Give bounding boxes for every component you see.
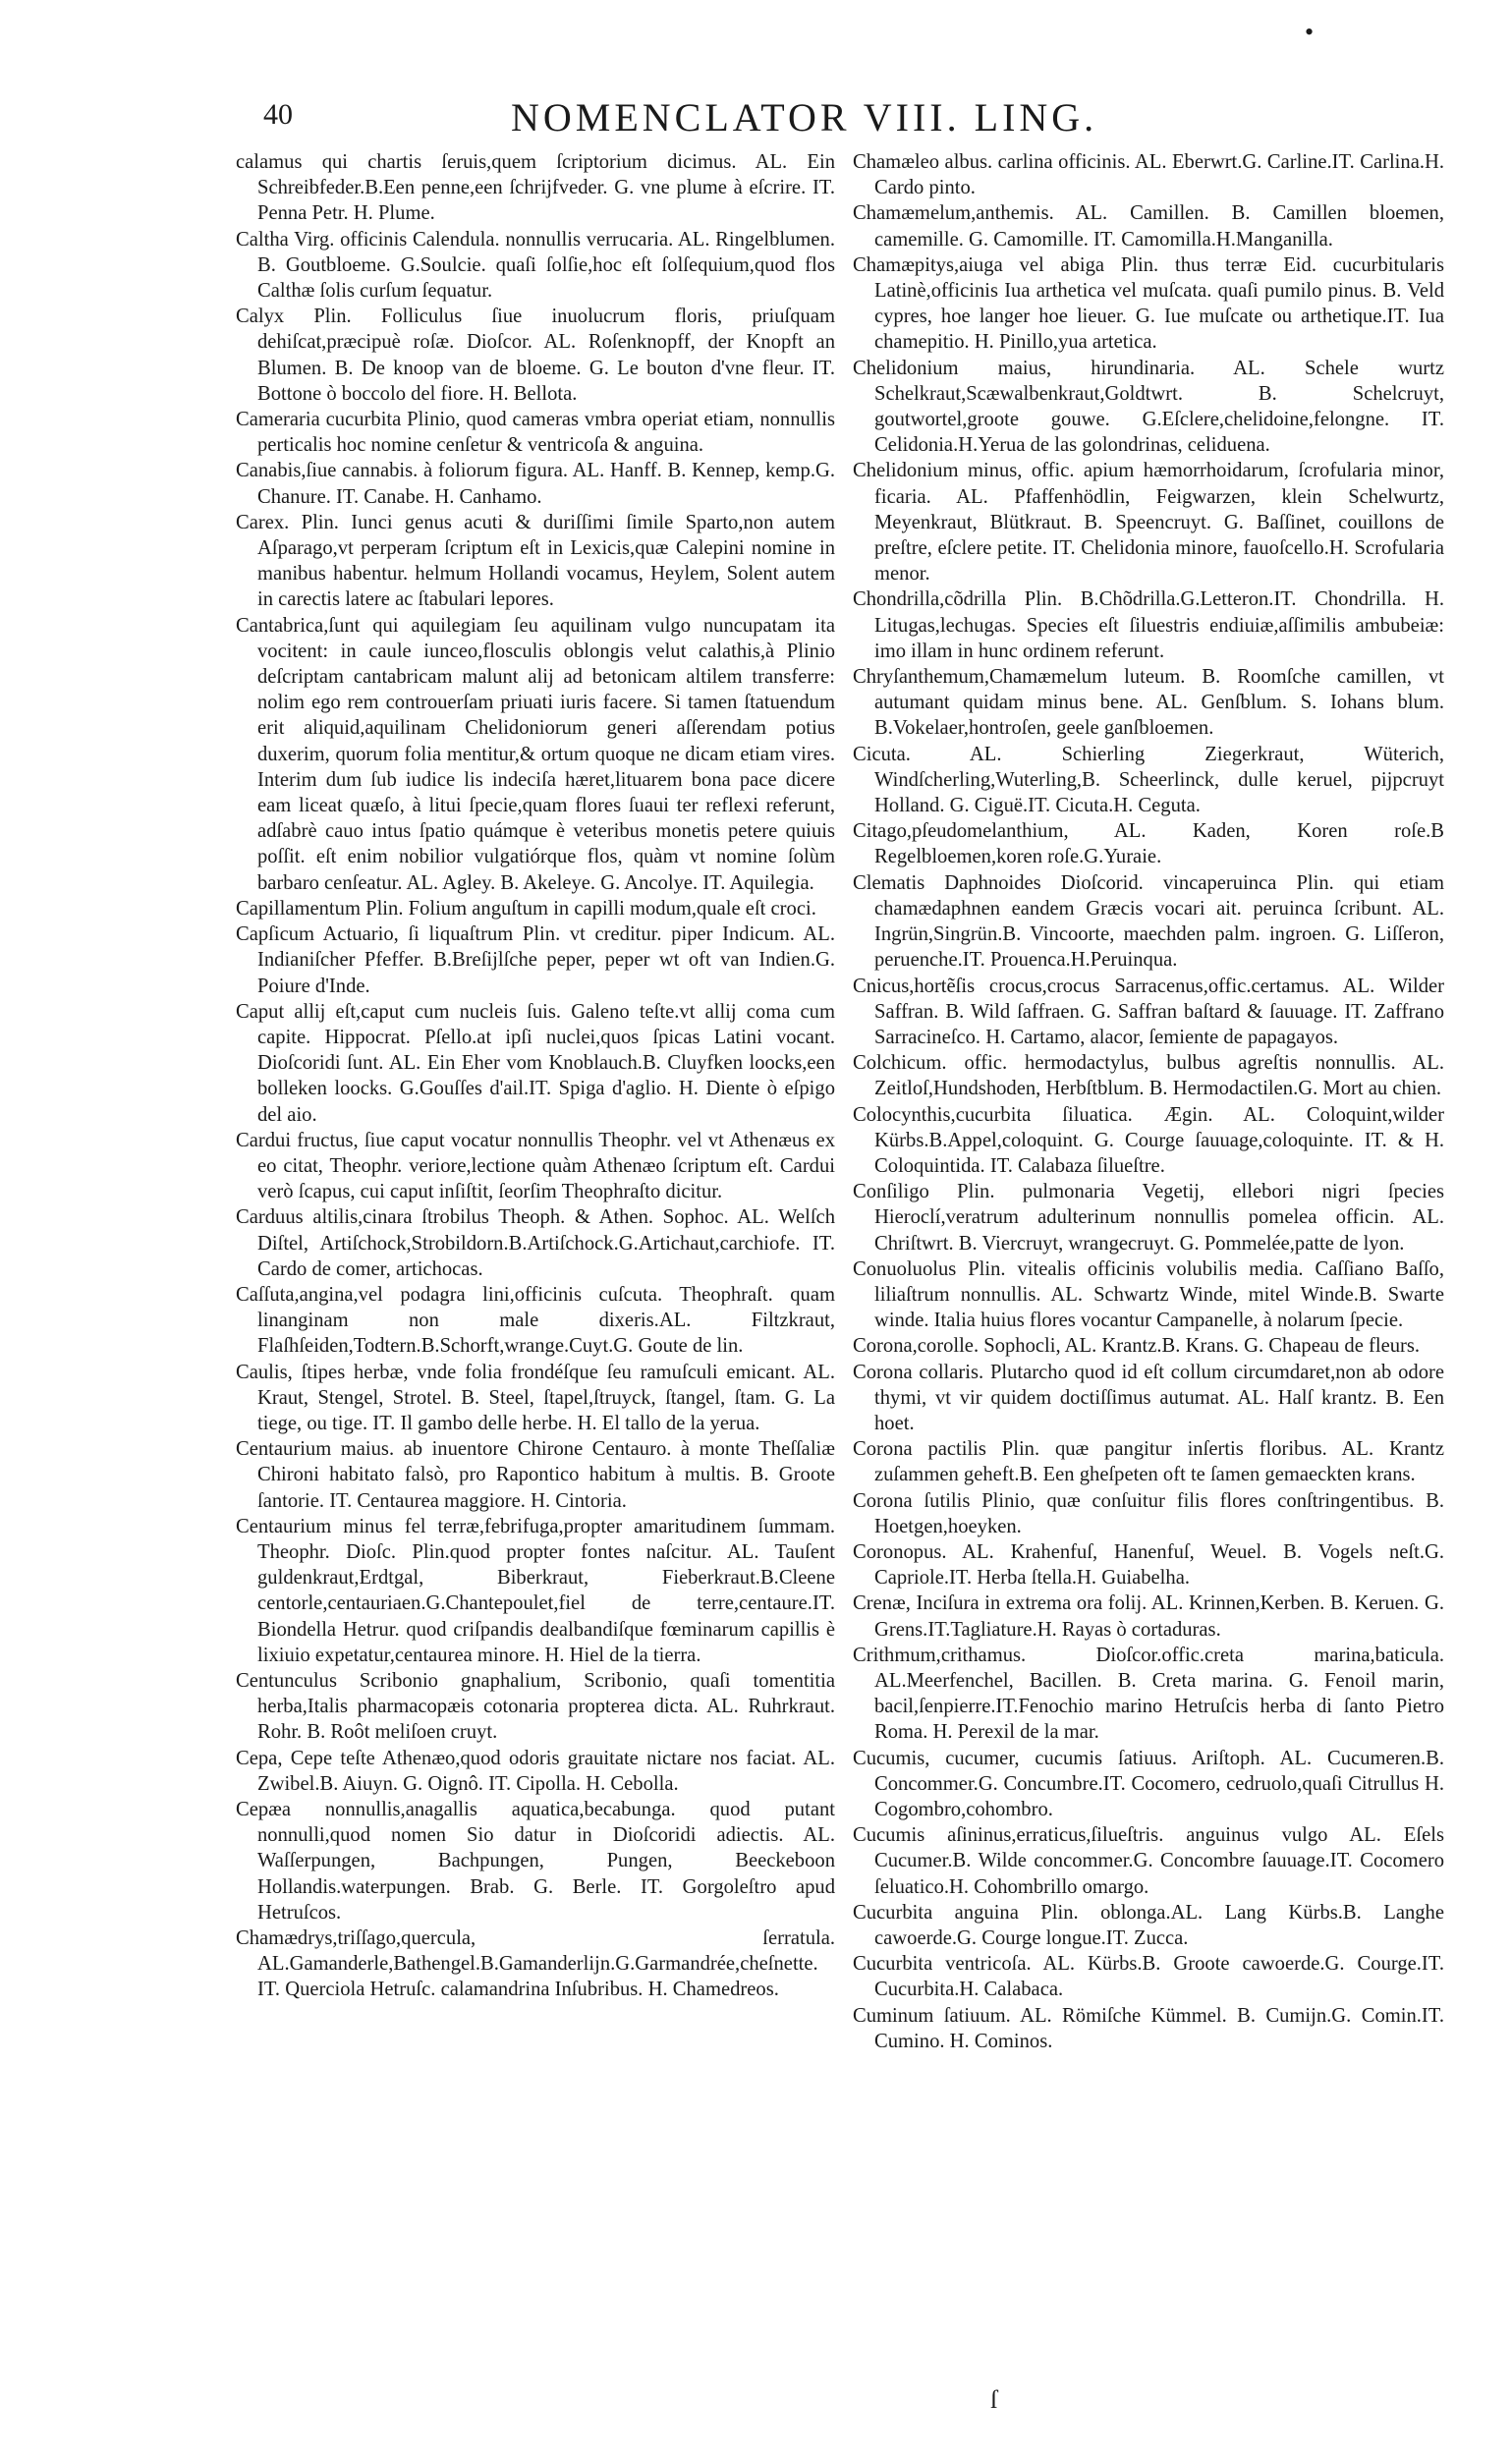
- dictionary-entry: Crenæ, Inciſura in extrema ora folij. AL. Krinnen,Kerben. B. Keruen. G. Grens.IT.Tagliature.H. Rayas ò cortaduras.: [853, 1592, 1444, 1641]
- margin-mark-bottom: ſ: [990, 2385, 998, 2414]
- dictionary-entry: Chamædrys,triſſago,quercula, ſerratula. AL.Gamanderle,Bathengel.B.Gamanderlijn.G.Garmandrée,cheſnette. IT. Querciola Hetruſc. calamandrina Inſubribus. H. Chamedreos.: [236, 1927, 835, 2001]
- dictionary-entry: Carduus altilis,cinara ſtrobilus Theoph. & Athen. Sophoc. AL. Welſch Diſtel, Artiſchock,Strobildorn.B.Artiſchock.G.Artichaut,carchiofe. IT. Cardo de comer, artichocas.: [236, 1206, 835, 1280]
- dictionary-entry: Cucumis, cucumer, cucumis ſatiuus. Ariſtoph. AL. Cucumeren.B. Concommer.G. Concumbre.IT. Cocomero, cedruolo,quaſi Citrullus H. Cogombro,cohombro.: [853, 1747, 1444, 1820]
- page-number: 40: [263, 98, 293, 131]
- dictionary-entry: Cuminum ſatiuum. AL. Römiſche Kümmel. B. Cumijn.G. Comin.IT. Cumino. H. Cominos.: [853, 2004, 1444, 2052]
- dictionary-entry: Cantabrica,ſunt qui aquilegiam ſeu aquilinam vulgo nuncupatam ita vocitent: in caule iunceo,flosculis oblongis velut calathis,à Plinio deſcriptam cantabricam malunt alij ad betonicam altilem transferre: nolim ego rem controuerſam priuati iuris facere. Si tamen ſtatuendum erit aliquid,aquilinam Chelidoniorum generi aſſerendam potius duxerim, quorum folia mentitur,& ortum quoque ne dicam etiam vires. Interim dum ſub iudice lis indeciſa hæret,lituarem bona pace dicere eam liceat quæſo, à litui ſpecie,quam flores ſuaui ter reflexi referunt, adſabrè cauo intus ſpatio quámque è veteribus monetis petere quiuis poſſit. eſt enim nobilior vulgatiórque flos, quàm vt nomine ſolùm barbaro cenſeatur. AL. Agley. B. Akeleye. G. Ancolye. IT. Aquilegia.: [236, 614, 835, 894]
- dictionary-entry: Centaurium minus fel terræ,febrifuga,propter amaritudinem ſummam. Theophr. Dioſc. Plin.quod propter fontes naſcitur. AL. Tauſent guldenkraut,Erdtgal, Biberkraut, Fieberkraut.B.Cleene centorle,centauriaen.G.Chantepoulet,fiel de terre,centaure.IT. Biondella Hetrur. quod criſpandis dealbandiſque fœminarum capillis è lixiuio expetatur,centaurea minore. H. Hiel de la tierra.: [236, 1515, 835, 1666]
- dictionary-entry: Cepa, Cepe teſte Athenæo,quod odoris grauitate nictare nos faciat. AL. Zwibel.B. Aiuyn. G. Oignô. IT. Cipolla. H. Cebolla.: [236, 1747, 835, 1795]
- dictionary-entry: Calyx Plin. Folliculus ſiue inuolucrum floris, priuſquam dehiſcat,præcipuè roſæ. Dioſcor. AL. Roſenknopff, der Knopft an Blumen. B. De knoop van de bloeme. G. Le bouton d'vne fleur. IT. Bottone ò boccolo del fiore. H. Bellota.: [236, 306, 835, 405]
- dictionary-entry: Chondrilla,cõdrilla Plin. B.Chõdrilla.G.Letteron.IT. Chondrilla. H. Litugas,lechugas. Species eſt ſiluestris endiuiæ,aſſimilis ambubeiæ: imo illam in hunc ordinem referunt.: [853, 588, 1444, 662]
- dictionary-entry: Canabis,ſiue cannabis. à foliorum figura. AL. Hanff. B. Kennep, kemp.G. Chanure. IT. Canabe. H. Canhamo.: [236, 460, 835, 508]
- dictionary-entry: Capſicum Actuario, ſi liquaſtrum Plin. vt creditur. piper Indicum. AL. Indianiſcher Pfeffer. B.Breſijlſche peper, peper wt oft van Indien.G. Poiure d'Inde.: [236, 923, 835, 997]
- dictionary-entry: Corona collaris. Plutarcho quod id eſt collum circumdaret,non ab odore thymi, vt vir quidem doctiſſimus autumat. AL. Halſ krantz. B. Een hoet.: [853, 1361, 1444, 1434]
- dictionary-entry: Colocynthis,cucurbita ſiluatica. Ægin. AL. Coloquint,wilder Kürbs.B.Appel,coloquint. G. Courge ſauuage,coloquinte. IT. & H. Coloquintida. IT. Calabaza ſilueſtre.: [853, 1103, 1444, 1177]
- dictionary-entry: Colchicum. offic. hermodactylus, bulbus agreſtis nonnullis. AL. Zeitloſ,Hundshoden, Herbſtblum. B. Hermodactilen.G. Mort au chien.: [853, 1052, 1444, 1100]
- dictionary-entry: Corona ſutilis Plinio, quæ conſuitur filis flores conſtringentibus. B. Hoetgen,hoeyken.: [853, 1489, 1444, 1537]
- dictionary-entry: Caſſuta,angina,vel podagra lini,officinis cuſcuta. Theophraſt. quam linanginam non male dixeris.AL. Filtzkraut, Flaſhſeiden,Todtern.B.Schorft,wrange.Cuyt.G. Goute de lin.: [236, 1283, 835, 1358]
- dictionary-entry: Chelidonium minus, offic. apium hæmorrhoidarum, ſcrofularia minor, ficaria. AL. Pfaffenhödlin, Feigwarzen, klein Schelwurtz, Meyenkraut, Blütkraut. B. Speencruyt. G. Baſſinet, couillons de preſtre, eſclere petite. IT. Chelidonia minore, fauoſcello.H. Scrofularia menor.: [853, 460, 1444, 586]
- dictionary-entry: Caulis, ſtipes herbæ, vnde folia frondéſque ſeu ramuſculi emicant. AL. Kraut, Stengel, Strotel. B. Steel, ſtapel,ſtruyck, ſtangel, ſtam. G. La tiege, ou tige. IT. Il gambo delle herbe. H. El tallo de la yerua.: [236, 1361, 835, 1434]
- dictionary-entry: Chamæpitys,aiuga vel abiga Plin. thus terræ Eid. cucurbitularis Latinè,officinis Iua arthetica vel muſcata. quaſi pumilo pinus. B. Veld cypres, hoe langer hoe lieuer. G. Iue muſcate ou arthetique.IT. Iua chamepitio. H. Pinillo,yua artetica.: [853, 253, 1444, 354]
- margin-mark-top: •: [1305, 18, 1315, 46]
- dictionary-entry: Capillamentum Plin. Folium anguſtum in capilli modum,quale eſt croci.: [236, 897, 816, 920]
- right-column: [853, 149, 1444, 2054]
- dictionary-entry: Cardui fructus, ſiue caput vocatur nonnullis Theophr. vel vt Athenæus ex eo citat, Theophr. veriore,lectione quàm Athenæo ſcriptum eſt. Cardui verò ſcapus, cui caput inſiſtit, ſeorſim Theophraſto dicitur.: [236, 1129, 835, 1203]
- dictionary-entry: Cameraria cucurbita Plinio, quod cameras vmbra operiat etiam, nonnullis perticalis hoc nomine cenſetur & ventricoſa & anguina.: [236, 409, 835, 457]
- dictionary-entry: Conuoluolus Plin. vitealis officinis volubilis media. Caſſiano Baſſo, liliaſtrum nonnullis. AL. Schwartz Winde, mitel Winde.B. Swarte winde. Italia huius flores vocantur Campanelle, à nolarum ſpecie.: [853, 1257, 1444, 1332]
- dictionary-entry: Carex. Plin. Iunci genus acuti & duriſſimi ſimile Sparto,non autem Aſparago,vt perperam ſcriptum eſt in Lexicis,quæ Calepini nomine in manibus habentur. helmum Hollandi vocamus, Heylem, Solent autem in carectis latere ac ſtabulari lepores.: [236, 511, 835, 611]
- dictionary-entry: Chamæleo albus. carlina officinis. AL. Eberwrt.G. Carline.IT. Carlina.H. Cardo pinto.: [853, 151, 1444, 199]
- running-title: NOMENCLATOR VIII. LING.: [511, 95, 1098, 140]
- left-column: [236, 149, 835, 2003]
- dictionary-entry: Chelidonium maius, hirundinaria. AL. Schele wurtz Schelkraut,Scæwalbenkraut,Goldtwrt. B. Schelcruyt, goutwortel,groote gouwe. G.Eſclere,chelidoine,felongne. IT. Celidonia.H.Yerua de las golondrinas, celiduena.: [853, 357, 1444, 457]
- dictionary-entry: Cucumis aſininus,erraticus,ſilueſtris. anguinus vulgo AL. Eſels Cucumer.B. Wilde concommer.G. Concombre ſauuage.IT. Cocomero ſeluatico.H. Cohombrillo omargo.: [853, 1824, 1444, 1898]
- dictionary-entry: Conſiligo Plin. pulmonaria Vegetij, ellebori nigri ſpecies Hieroclí,veratrum adulterinum nonnullis pomelea officin. AL. Chriſtwrt. B. Viercruyt, wrangecruyt. G. Pommelée,patte de lyon.: [853, 1181, 1444, 1255]
- dictionary-entry: Chryſanthemum,Chamæmelum luteum. B. Roomſche camillen, vt autumant quidam minus bene. AL. Genſblum. S. Iohans blum. B.Vokelaer,hontroſen, geele ganſbloemen.: [853, 666, 1444, 740]
- dictionary-entry: Citago,pſeudomelanthium, AL. Kaden, Koren roſe.B Regelbloemen,koren roſe.G.Yuraie.: [853, 820, 1444, 868]
- dictionary-entry: Corona,corolle. Sophocli, AL. Krantz.B. Krans. G. Chapeau de fleurs.: [853, 1335, 1421, 1358]
- dictionary-entry: Caput allij eſt,caput cum nucleis ſuis. Galeno teſte.vt allij coma cum capite. Hippocrat. Pſello.at ipſi nuclei,quos ſpicas Latini vocant. Dioſcoridi ſunt. AL. Ein Eher vom Knoblauch.B. Cluyfken loocks,een bolleken loocks. G.Gouſſes d'ail.IT. Spiga d'aglio. H. Diente ò eſpigo del aio.: [236, 1000, 835, 1126]
- dictionary-entry: Coronopus. AL. Krahenfuſ, Hanenfuſ, Weuel. B. Vogels neſt.G. Capriole.IT. Herba ſtella.H. Guiabelha.: [853, 1540, 1444, 1590]
- dictionary-entry: Cicuta. AL. Schierling Ziegerkraut, Wüterich, Windſcherling,Wuterling,B. Scheerlinck, dulle keruel, pijpcruyt Holland. G. Ciguë.IT. Cicuta.H. Ceguta.: [853, 743, 1444, 817]
- dictionary-entry: Clematis Daphnoides Dioſcorid. vincaperuinca Plin. qui etiam chamædaphnen eandem Græcis vocari ait. peruinca ſcribunt. AL. Ingrün,Singrün.B. Vincoorte, maechden palm. ingroen. G. Liſſeron, peruenche.IT. Prouenca.H.Peruinqua.: [853, 871, 1444, 972]
- dictionary-entry: Chamæmelum,anthemis. AL. Camillen. B. Camillen bloemen, camemille. G. Camomille. IT. Camomilla.H.Manganilla.: [853, 202, 1444, 251]
- dictionary-entry: Centaurium maius. ab inuentore Chirone Centauro. à monte Theſſaliæ Chironi habitato falsò, pro Rapontico habitum à multis. B. Groote ſantorie. IT. Centaurea maggiore. H. Cintoria.: [236, 1438, 835, 1512]
- dictionary-entry: Crithmum,crithamus. Dioſcor.offic.creta marina,baticula. AL.Meerfenchel, Bacillen. B. Creta marina. G. Fenoil marin, bacil,ſenpierre.IT.Fenochio marino Hetruſcis herba di ſanto Pietro Roma. H. Perexil de la mar.: [853, 1644, 1444, 1744]
- dictionary-entry: Caltha Virg. officinis Calendula. nonnullis verrucaria. AL. Ringelblumen. B. Goutbloeme. G.Soulcie. quaſi ſolſie,hoc eſt ſolſequium,quod flos Calthæ ſolis curſum ſequatur.: [236, 228, 835, 303]
- dictionary-entry: calamus qui chartis ſeruis,quem ſcriptorium dicimus. AL. Ein Schreibfeder.B.Een penne,een ſchrijfveder. G. vne plume à eſcrire. IT. Penna Petr. H. Plume.: [236, 151, 835, 225]
- dictionary-entry: Cucurbita ventricoſa. AL. Kürbs.B. Groote cawoerde.G. Courge.IT. Cucurbita.H. Calabaca.: [853, 1953, 1444, 2001]
- dictionary-entry: Centunculus Scribonio gnaphalium, Scribonio, quaſi tomentitia herba,Italis pharmacopæis cotonaria propterea dicta. AL. Ruhrkraut. Rohr. B. Roôt meliſoen cruyt.: [236, 1669, 835, 1744]
- dictionary-entry: Cucurbita anguina Plin. oblonga.AL. Lang Kürbs.B. Langhe cawoerde.G. Courge longue.IT. Zucca.: [853, 1901, 1444, 1950]
- dictionary-entry: Cnicus,hortẽſis crocus,crocus Sarracenus,offic.certamus. AL. Wilder Saffran. B. Wild ſaffraen. G. Saffran baſtard & ſauuage. IT. Zaffrano Sarracineſco. H. Cartamo, alacor, ſemiente de papagayos.: [853, 975, 1444, 1048]
- dictionary-entry: Corona pactilis Plin. quæ pangitur inſertis floribus. AL. Krantz zuſammen geheft.B. Een gheſpeten oft te ſamen gemaeckten krans.: [853, 1438, 1444, 1486]
- dictionary-entry: Cepæa nonnullis,anagallis aquatica,becabunga. quod putant nonnulli,quod nomen Sio datur in Dioſcoridi adiectis. AL. Waſſerpungen, Bachpungen, Pungen, Beeckeboon Hollandis.waterpungen. Brab. G. Berle. IT. Gorgoleſtro apud Hetruſcos.: [236, 1799, 835, 1924]
